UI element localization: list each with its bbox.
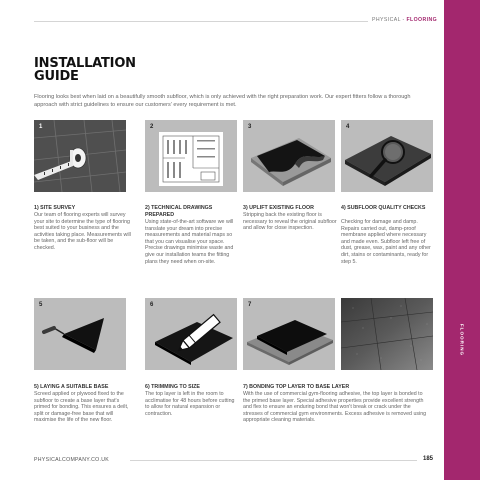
section-side-tab <box>444 0 480 480</box>
step-2-number: 2 <box>150 124 154 130</box>
side-tab-label: FLOORING <box>459 323 465 357</box>
step-5-image <box>34 298 126 370</box>
magnifying-glass-illustration <box>341 120 433 192</box>
floor-plan-illustration <box>145 120 237 192</box>
step-4-image <box>341 120 433 192</box>
step-2-body: Using state-of-the-art software we will translate your dream into precise measurements and material maps so that you can visualise your space. Precise drawings minimise waste and give our installation teams the fitting plans they need when on-site. <box>145 219 234 265</box>
step-3-number: 3 <box>248 124 252 130</box>
step-6-title: 6) TRIMMING TO SIZE <box>145 384 200 390</box>
step-3-title: 3) UPLIFT EXISTING FLOOR <box>243 205 314 211</box>
footer-website: PHYSICALCOMPANY.CO.UK <box>34 457 110 463</box>
step-1-body: Our team of flooring experts will survey your site to determine the type of flooring best suited to your business and the activities taking place. Measurements will be taken, and the sub-floor will be checked. <box>34 212 131 251</box>
pencil-illustration <box>145 298 237 370</box>
floor-uplift-illustration <box>243 120 335 192</box>
page-title: INSTALLATION GUIDE <box>34 56 136 84</box>
step-2-title: 2) TECHNICAL DRAWINGS PREPARED <box>145 205 213 218</box>
running-header <box>372 17 437 23</box>
step-5-body: Screed applied or plywood fixed to the subfloor to create a base layer that's primed for bonding. This ensures a deilt, split or damage-free base that will maximise the life of the new floor. <box>34 391 129 424</box>
step-1-number: 1 <box>39 124 43 130</box>
header-subsection: FLOORING <box>406 17 438 23</box>
adhesive-layer-illustration <box>243 298 335 370</box>
trowel-illustration <box>34 298 126 370</box>
header-rule <box>34 21 368 22</box>
step-3-body: Stripping back the existing floor is necessary to reveal the original subfloor and allow for close inspection. <box>243 212 337 232</box>
step-6-number: 6 <box>150 302 154 308</box>
step-6-image <box>145 298 237 370</box>
step-3-image <box>243 120 335 192</box>
step-7-image <box>243 298 335 370</box>
step-5-number: 5 <box>39 302 43 308</box>
step-7-title: 7) BONDING TOP LAYER TO BASE LAYER <box>243 384 350 390</box>
page-number: 185 <box>423 456 434 462</box>
tape-measure-illustration <box>34 120 126 192</box>
step-6-body: The top layer is left in the room to acclimatise for 48 hours before cutting to allow for natural expansion or contraction. <box>145 391 235 417</box>
finished-floor-photo <box>341 298 433 370</box>
step-4-body: Checking for damage and damp. Repairs carried out, damp-proof membrane applied where necessary and made even. Subfloor left free of dust, grease, wax, paint and any other dirt, stains or contaminants, ready for step 5. <box>341 219 431 265</box>
step-4-title: 4) SUBFLOOR QUALITY CHECKS <box>341 205 426 211</box>
intro-paragraph: Flooring looks best when laid on a beautifully smooth subfloor, which is only achieved with the right preparation work. Our expert fitters follow a thorough approach with strict guidelines to ensure our customers' every requirement is met. <box>34 94 411 108</box>
finished-floor-illustration <box>341 298 433 370</box>
footer-rule <box>130 460 417 461</box>
step-5-title: 5) LAYING A SUITABLE BASE <box>34 384 109 390</box>
header-section: PHYSICAL - <box>372 17 407 23</box>
step-1-image <box>34 120 126 192</box>
step-7-number: 7 <box>248 302 252 308</box>
step-7-body: With the use of commercial gym-flooring adhesive, the top layer is bonded to the primed base layer. Special adhesive properties provide excellent strength and flex to ensure an enduring bond that won't break or crack under the stresses of commercial gym environments. Excess adhesive is removed using appropriate cleaning materials. <box>243 391 427 424</box>
step-4-number: 4 <box>346 124 350 130</box>
step-2-image <box>145 120 237 192</box>
step-1-title: 1) SITE SURVEY <box>34 205 76 211</box>
